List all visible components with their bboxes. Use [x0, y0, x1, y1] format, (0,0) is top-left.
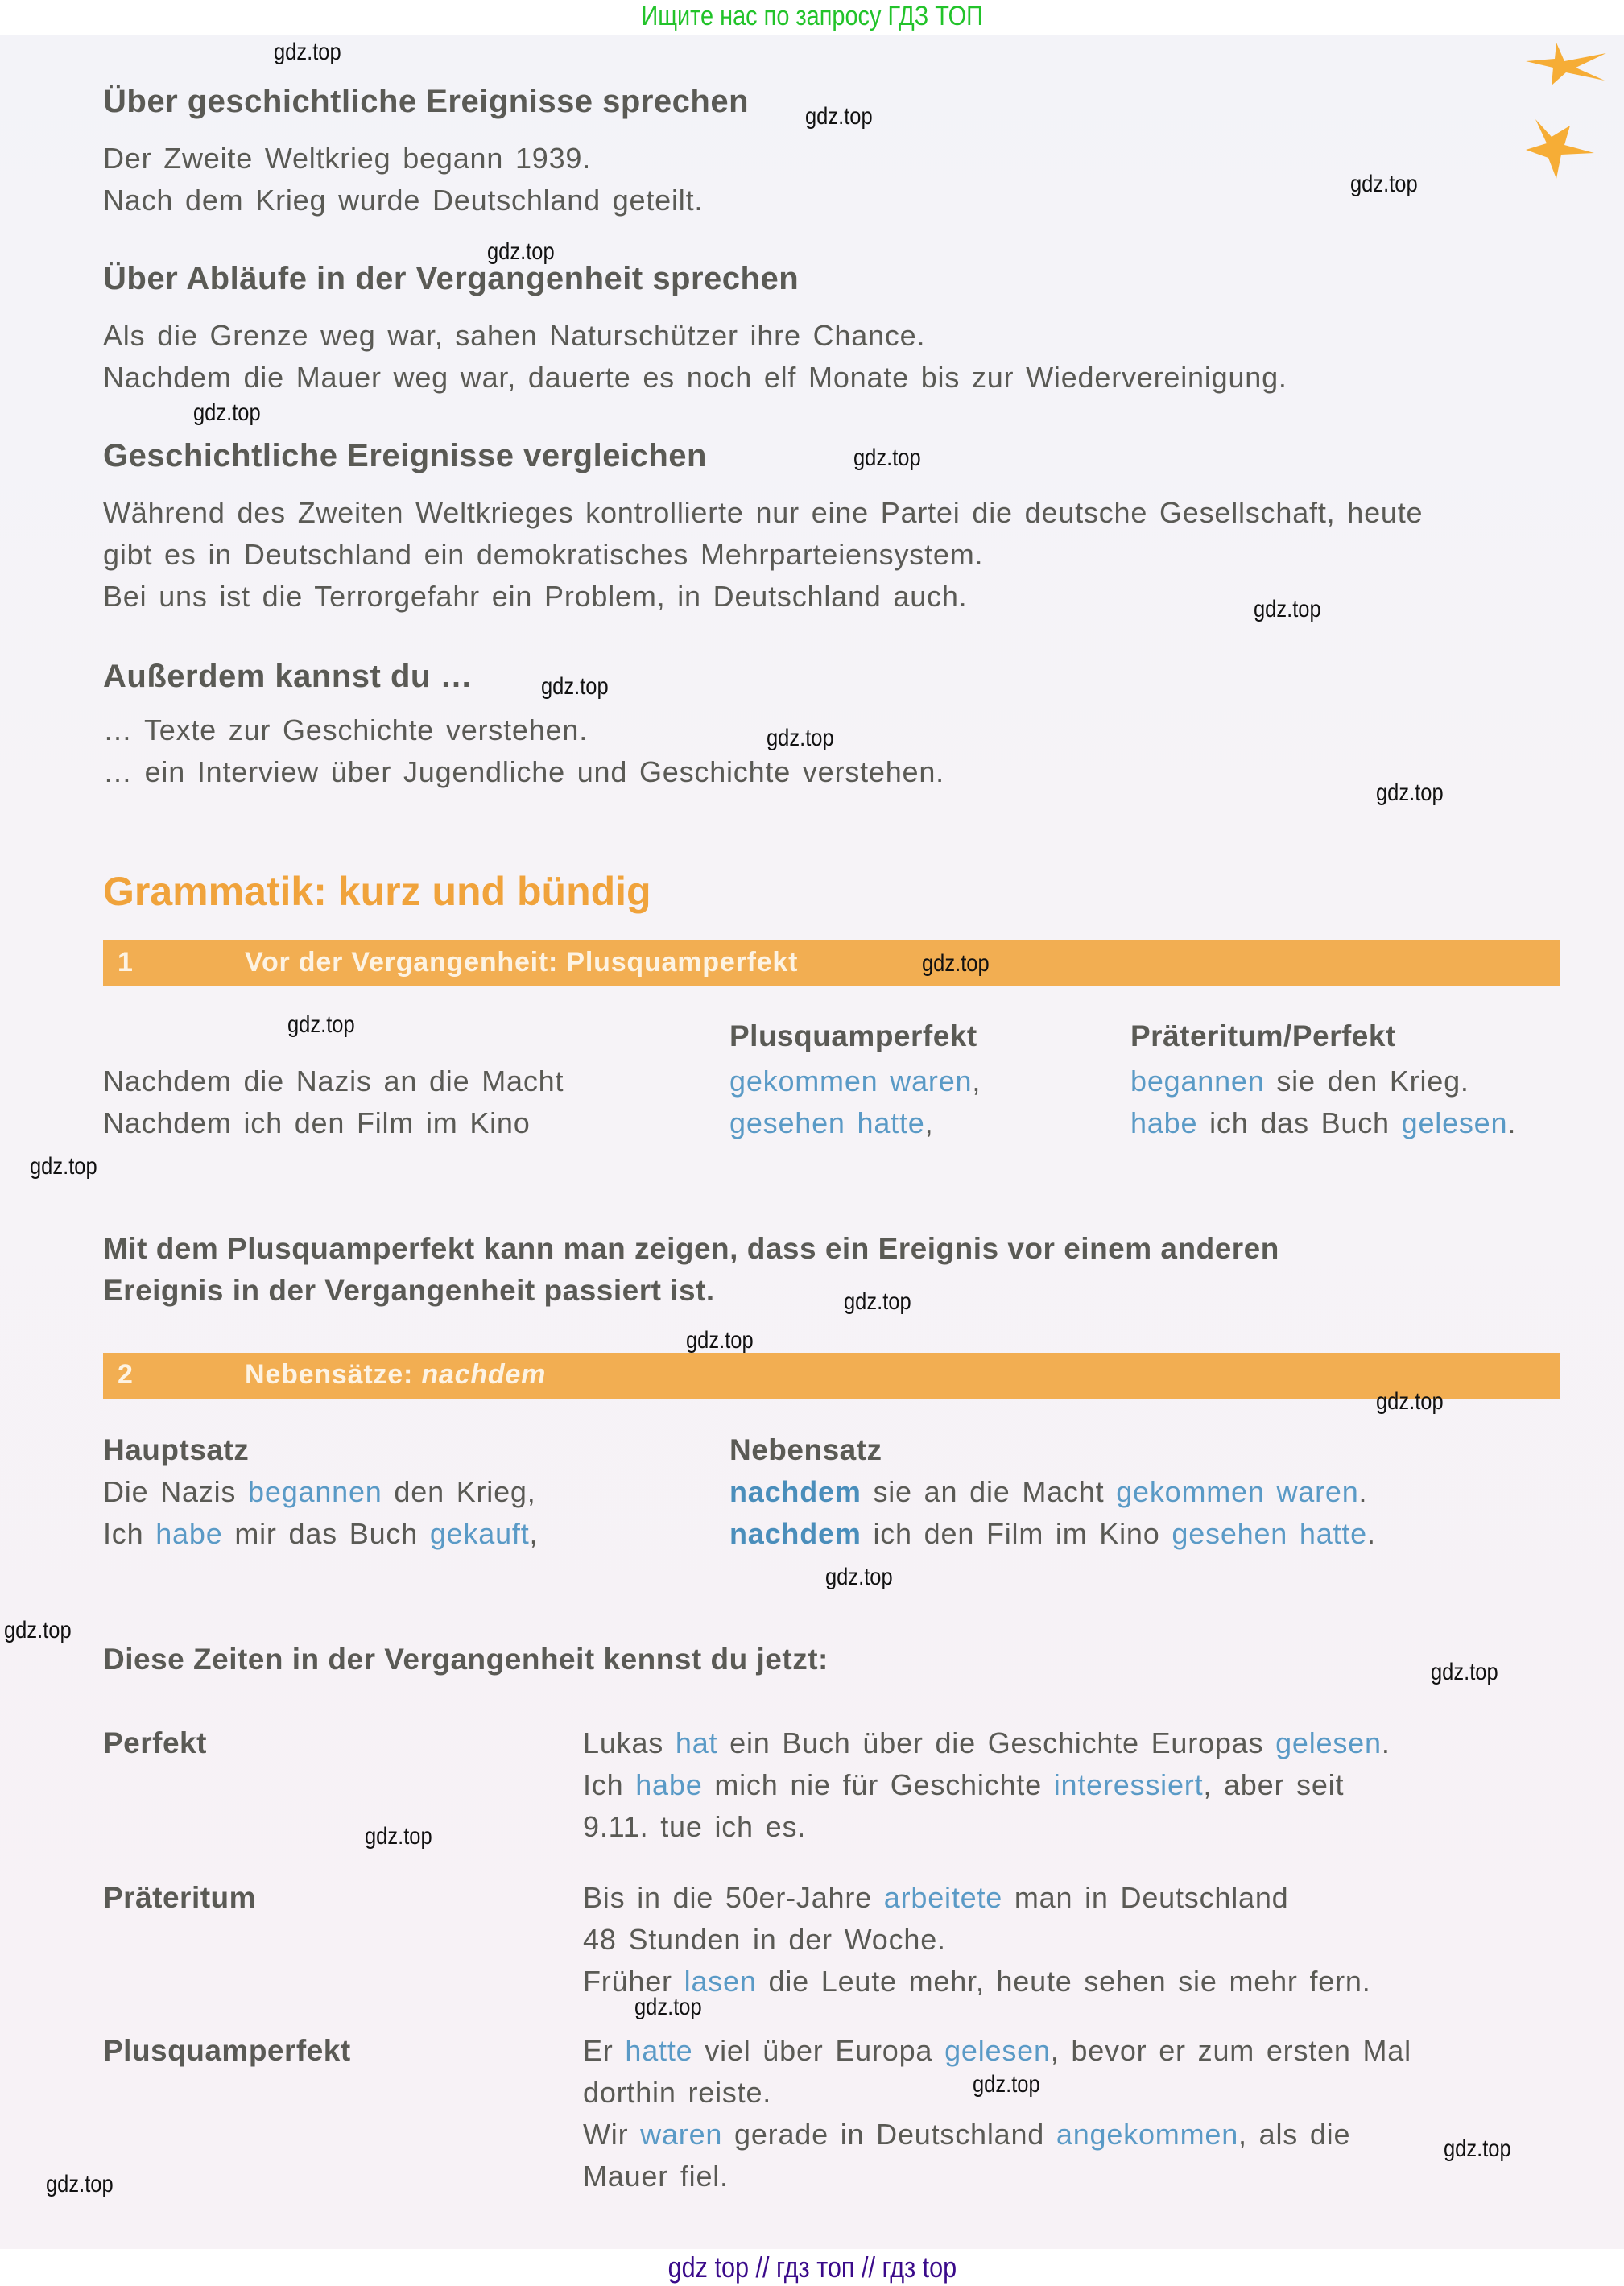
section-heading: Über Abläufe in der Vergangenheit sprechen — [103, 261, 800, 296]
perfekt-example: 9.11. tue ich es. — [583, 1810, 807, 1843]
praeteritum-example: Früher lasen die Leute mehr, heute sehen sie mehr fern. — [583, 1965, 1371, 1998]
hauptsatz-example: Die Nazis begannen den Krieg, — [103, 1475, 536, 1508]
star-icon — [1526, 119, 1598, 180]
section-heading: Geschichtliche Ereignisse vergleichen — [103, 438, 707, 473]
section-heading: Über geschichtliche Ereignisse sprechen — [103, 84, 750, 119]
watermark-text: gdz.top — [365, 1823, 432, 1850]
example-line: Als die Grenze weg war, sahen Naturschützer ihre Chance. — [103, 319, 926, 352]
watermark-text: gdz.top — [825, 1564, 893, 1590]
watermark-text: gdz.top — [767, 725, 834, 751]
example-line: … ein Interview über Jugendliche und Geschichte verstehen. — [103, 755, 944, 788]
watermark-text: gdz.top — [274, 39, 341, 65]
watermark-text: gdz.top — [4, 1617, 72, 1643]
praeteritum-example: 48 Stunden in der Woche. — [583, 1923, 946, 1956]
tense-label-plusquamperfekt: Plusquamperfekt — [103, 2034, 351, 2067]
watermark-text: gdz.top — [1254, 596, 1321, 622]
nebensatz-example: nachdem ich den Film im Kino gesehen hatte. — [729, 1517, 1376, 1550]
bottom-promo-text: gdz top // гдз топ // гдз top — [667, 2251, 957, 2284]
watermark-text: gdz.top — [1431, 1659, 1498, 1685]
rule-text: Ereignis in der Vergangenheit passiert ist. — [103, 1274, 715, 1307]
example-line: … Texte zur Geschichte verstehen. — [103, 713, 588, 746]
example-line: Nach dem Krieg wurde Deutschland geteilt. — [103, 184, 704, 217]
grammar-block-1-header — [103, 940, 1560, 986]
example-start: Nachdem die Nazis an die Macht — [103, 1064, 564, 1098]
watermark-text: gdz.top — [1376, 779, 1444, 806]
watermark-text: gdz.top — [922, 950, 990, 977]
top-promo-banner — [0, 0, 1624, 35]
watermark-text: gdz.top — [853, 444, 921, 471]
watermark-text: gdz.top — [973, 2071, 1040, 2098]
tenses-heading: Diese Zeiten in der Vergangenheit kennst du jetzt: — [103, 1643, 829, 1676]
watermark-text: gdz.top — [287, 1011, 355, 1038]
example-plusq: gesehen hatte, — [729, 1106, 934, 1139]
example-plusq: gekommen waren, — [729, 1064, 981, 1098]
watermark-text: gdz.top — [1350, 171, 1418, 197]
column-header-hauptsatz: Hauptsatz — [103, 1433, 250, 1466]
grammar-title: Grammatik: kurz und bündig — [103, 869, 651, 914]
bottom-promo-banner — [0, 2249, 1624, 2286]
plusquamperfekt-example: Wir waren gerade in Deutschland angekommen, als die — [583, 2118, 1351, 2151]
watermark-text: gdz.top — [46, 2171, 114, 2197]
example-start: Nachdem ich den Film im Kino — [103, 1106, 531, 1139]
plusquamperfekt-example: dorthin reiste. — [583, 2076, 772, 2109]
tense-label-praeteritum: Präteritum — [103, 1881, 257, 1914]
watermark-text: gdz.top — [30, 1153, 97, 1180]
nebensatz-example: nachdem sie an die Macht gekommen waren. — [729, 1475, 1368, 1508]
example-praet: begannen sie den Krieg. — [1130, 1064, 1469, 1098]
top-promo-text: Ищите нас по запросу ГДЗ ТОП — [641, 1, 983, 31]
star-icon — [1526, 39, 1610, 87]
watermark-text: gdz.top — [686, 1327, 754, 1354]
block-title: Vor der Vergangenheit: Plusquamperfekt — [245, 947, 799, 978]
watermark-text: gdz.top — [1444, 2135, 1511, 2162]
watermark-text: gdz.top — [1376, 1388, 1444, 1415]
column-header-praeteritum-perfekt: Präteritum/Perfekt — [1130, 1019, 1396, 1052]
watermark-text: gdz.top — [487, 238, 555, 265]
perfekt-example: Lukas hat ein Buch über die Geschichte Europas gelesen. — [583, 1726, 1391, 1759]
plusquamperfekt-example: Er hatte viel über Europa gelesen, bevor er zum ersten Mal — [583, 2034, 1411, 2067]
block-number: 2 — [118, 1359, 133, 1390]
watermark-text: gdz.top — [634, 1994, 702, 2020]
watermark-text: gdz.top — [844, 1288, 911, 1315]
grammar-block-2-header — [103, 1353, 1560, 1399]
column-header-plusquamperfekt: Plusquamperfekt — [729, 1019, 977, 1052]
perfekt-example: Ich habe mich nie für Geschichte interessiert, aber seit — [583, 1768, 1345, 1801]
block-title: Nebensätze: nachdem — [245, 1359, 547, 1390]
column-header-nebensatz: Nebensatz — [729, 1433, 882, 1466]
hauptsatz-example: Ich habe mir das Buch gekauft, — [103, 1517, 539, 1550]
tense-label-perfekt: Perfekt — [103, 1726, 207, 1759]
example-line: Während des Zweiten Weltkrieges kontrollierte nur eine Partei die deutsche Gesellschaft, heute — [103, 496, 1424, 529]
plusquamperfekt-example: Mauer fiel. — [583, 2160, 729, 2193]
section-heading: Außerdem kannst du … — [103, 659, 473, 694]
example-line: gibt es in Deutschland ein demokratisches Mehrparteiensystem. — [103, 538, 984, 571]
example-line: Nachdem die Mauer weg war, dauerte es noch elf Monate bis zur Wiedervereinigung. — [103, 361, 1287, 394]
rule-text: Mit dem Plusquamperfekt kann man zeigen, dass ein Ereignis vor einem anderen — [103, 1232, 1279, 1265]
watermark-text: gdz.top — [805, 103, 873, 130]
example-praet: habe ich das Buch gelesen. — [1130, 1106, 1517, 1139]
watermark-text: gdz.top — [541, 673, 609, 700]
example-line: Der Zweite Weltkrieg begann 1939. — [103, 142, 592, 175]
praeteritum-example: Bis in die 50er-Jahre arbeitete man in Deutschland — [583, 1881, 1289, 1914]
block-number: 1 — [118, 947, 133, 978]
example-line: Bei uns ist die Terrorgefahr ein Problem, in Deutschland auch. — [103, 580, 968, 613]
watermark-text: gdz.top — [193, 399, 261, 426]
